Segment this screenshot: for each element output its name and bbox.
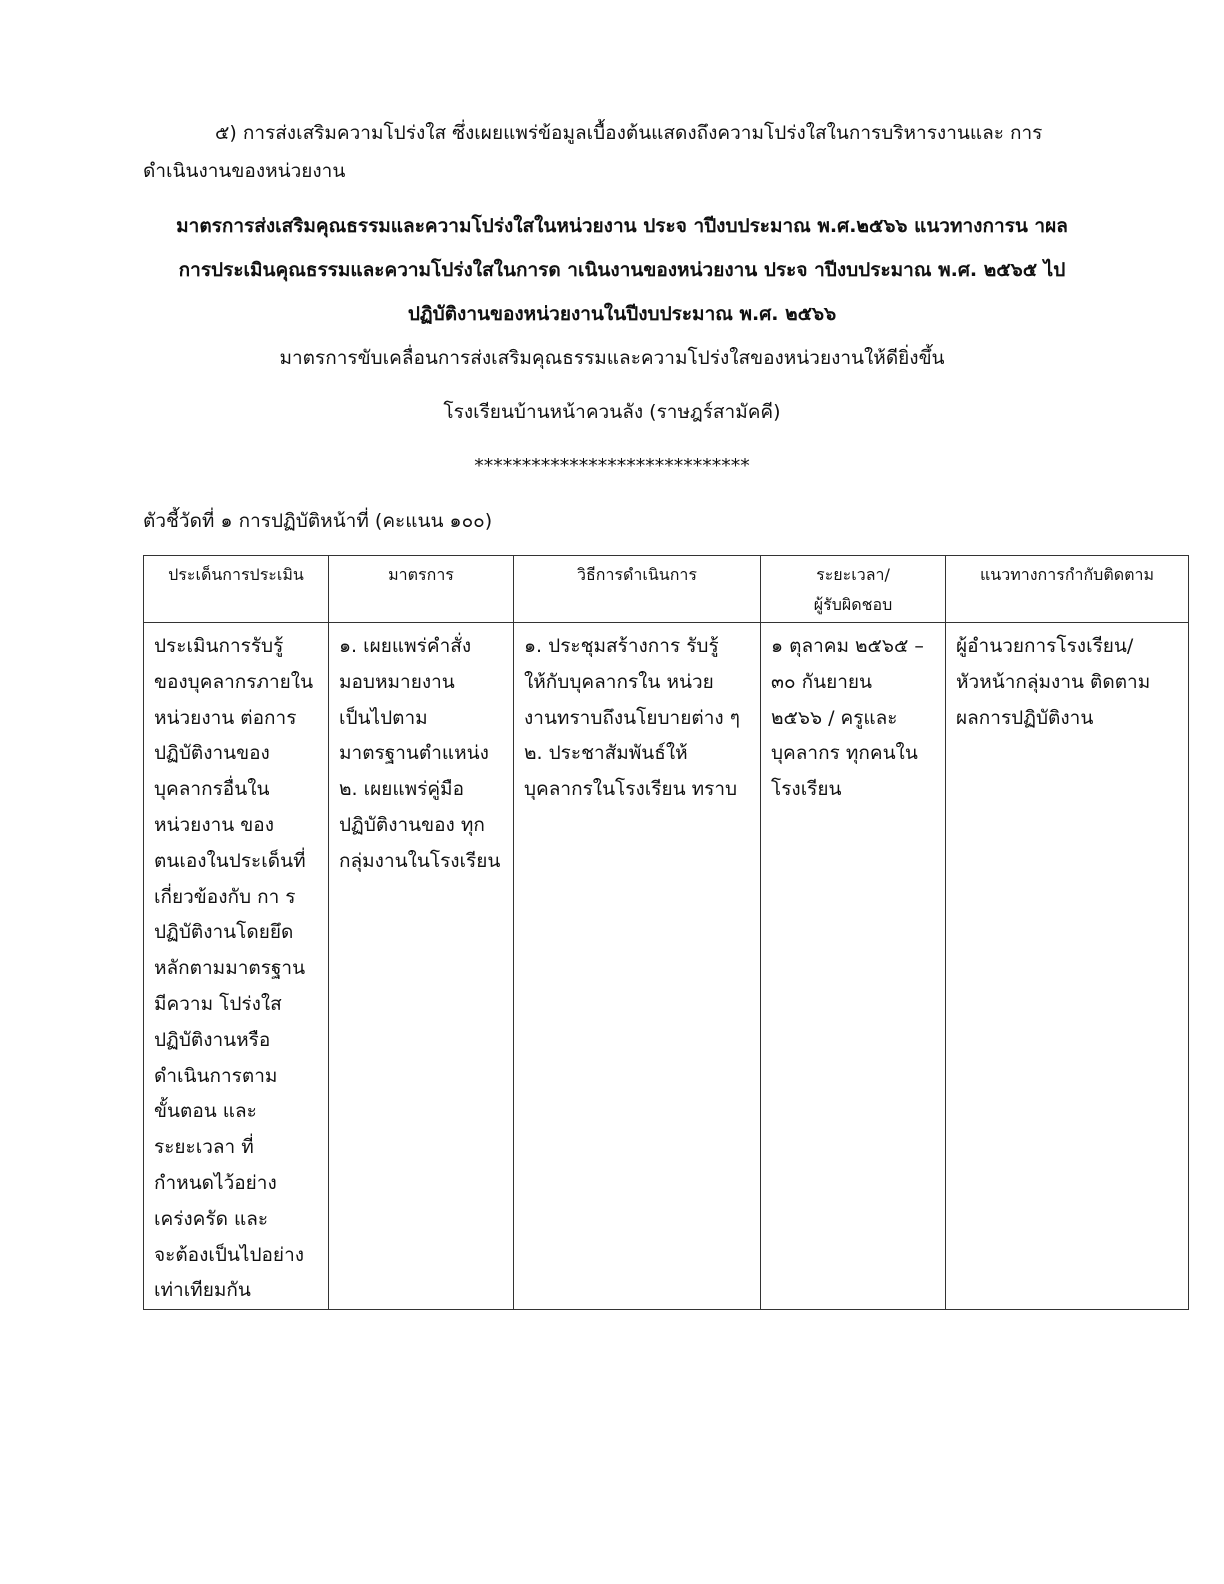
cell-line: กำหนดไว้อย่าง [154, 1171, 277, 1194]
cell-line: ปฏิบัติงานของ ทุก [339, 813, 485, 836]
subheading: มาตรการขับเคลื่อนการส่งเสริมคุณธรรมและความโปร่งใสของหน่วยงานให้ดียิ่งขึ้น [279, 347, 945, 369]
cell-line: ให้กับบุคลากรใน หน่วย [524, 670, 714, 693]
cell-line: หลักตามมาตรฐาน [154, 957, 306, 980]
cell-line: ๓๐ กันยายน [771, 670, 873, 693]
cell-line: บุคลากรอื่นใน [154, 778, 270, 801]
cell-line: ๑. เผยแพร่คำสั่ง [339, 635, 472, 657]
cell-line: ๑ ตุลาคม ๒๕๖๕ – [771, 635, 924, 657]
cell-line: หัวหน้ากลุ่มงาน ติดตาม [956, 670, 1151, 693]
indicator-title: ตัวชี้วัดที่ ๑ การปฏิบัติหน้าที่ (คะแนน ๑๐๐) [143, 510, 493, 532]
intro-line-2: ดำเนินงานของหน่วยงาน [143, 160, 346, 182]
cell-line: มีความ โปร่งใส [154, 992, 282, 1015]
cell-line: ๒๕๖๖ / ครูและ [771, 706, 898, 729]
cell-line: จะต้องเป็นไปอย่าง [154, 1243, 305, 1266]
cell-line: หน่วยงาน ของ [154, 813, 274, 836]
header-methods: วิธีการดำเนินการ [514, 556, 761, 623]
cell-line: โรงเรียน [771, 778, 842, 801]
measures-table [143, 555, 1189, 1310]
cell-line: ของบุคลากรภายใน [154, 670, 314, 693]
cell-line: ๒. เผยแพร่คู่มือ [339, 778, 464, 801]
cell-line: กลุ่มงานในโรงเรียน [339, 849, 501, 872]
cell-monitoring [946, 623, 1189, 1310]
cell-line: งานทราบถึงนโยบายต่าง ๆ [524, 706, 740, 729]
cell-line: ผู้อำนวยการโรงเรียน/ [956, 635, 1134, 657]
cell-line: ตนเองในประเด็นที่ [154, 849, 306, 872]
header-measures: มาตรการ [329, 556, 514, 623]
school-name: โรงเรียนบ้านหน้าควนลัง (ราษฎร์สามัคคี) [443, 401, 781, 423]
cell-line: เท่าเทียมกัน [154, 1279, 251, 1302]
cell-line: ผลการปฏิบัติงาน [956, 706, 1094, 729]
cell-line: ปฏิบัติงานโดยยึด [154, 921, 294, 944]
cell-line: เกี่ยวข้องกับ กา ร [154, 885, 296, 908]
cell-line: เป็นไปตาม [339, 706, 428, 729]
cell-methods [514, 623, 761, 1310]
table-header-row [144, 556, 1189, 623]
cell-line: หน่วยงาน ต่อการ [154, 706, 297, 729]
cell-line: มาตรฐานตำแหน่ง [339, 742, 489, 765]
header-assessment-issue: ประเด็นการประเมิน [144, 556, 329, 623]
cell-line: เคร่งครัด และ [154, 1207, 269, 1230]
cell-line: ๒. ประชาสัมพันธ์ให้ [524, 742, 688, 765]
cell-line: ระยะเวลา ที่ [154, 1136, 254, 1159]
cell-measures [329, 623, 514, 1310]
heading-line-3: ปฏิบัติงานของหน่วยงานในปีงบประมาณ พ.ศ. ๒๕๖๖ [407, 303, 837, 325]
intro-line-1: ๕) การส่งเสริมความโปร่งใส ซึ่งเผยแพร่ข้อมูลเบื้องต้นแสดงถึงความโปร่งใสในการบริหารงานและ การ [215, 122, 1043, 144]
header-monitoring: แนวทางการกำกับติดตาม [946, 556, 1189, 623]
intro-paragraph [143, 114, 1063, 190]
table-row [144, 623, 1189, 1310]
separator-stars: ***************************** [474, 455, 750, 477]
cell-line: ประเมินการรับรู้ [154, 635, 284, 657]
cell-line: ขั้นตอน และ [154, 1100, 257, 1123]
header-timeframe-responsible: ระยะเวลา/ ผู้รับผิดชอบ [761, 556, 946, 623]
cell-line: บุคลากรในโรงเรียน ทราบ [524, 778, 738, 801]
cell-line: บุคลากร ทุกคนใน [771, 742, 918, 765]
cell-line: ๑. ประชุมสร้างการ รับรู้ [524, 635, 719, 657]
cell-timeframe-responsible [761, 623, 946, 1310]
document-heading [120, 204, 1124, 336]
cell-line: ดำเนินการตาม [154, 1064, 278, 1087]
heading-line-2: การประเมินคุณธรรมและความโปร่งใสในการด าเนินงานของหน่วยงาน ประจ าปีงบประมาณ พ.ศ. ๒๕๖๕ ไป [178, 259, 1066, 281]
cell-assessment-issue [144, 623, 329, 1310]
cell-line: ปฏิบัติงานของ [154, 742, 270, 765]
heading-line-1: มาตรการส่งเสริมคุณธรรมและความโปร่งใสในหน่วยงาน ประจ าปีงบประมาณ พ.ศ.๒๕๖๖ แนวทางการน าผล [176, 215, 1068, 237]
cell-line: มอบหมายงาน [339, 670, 455, 693]
cell-line: ปฏิบัติงานหรือ [154, 1028, 271, 1051]
